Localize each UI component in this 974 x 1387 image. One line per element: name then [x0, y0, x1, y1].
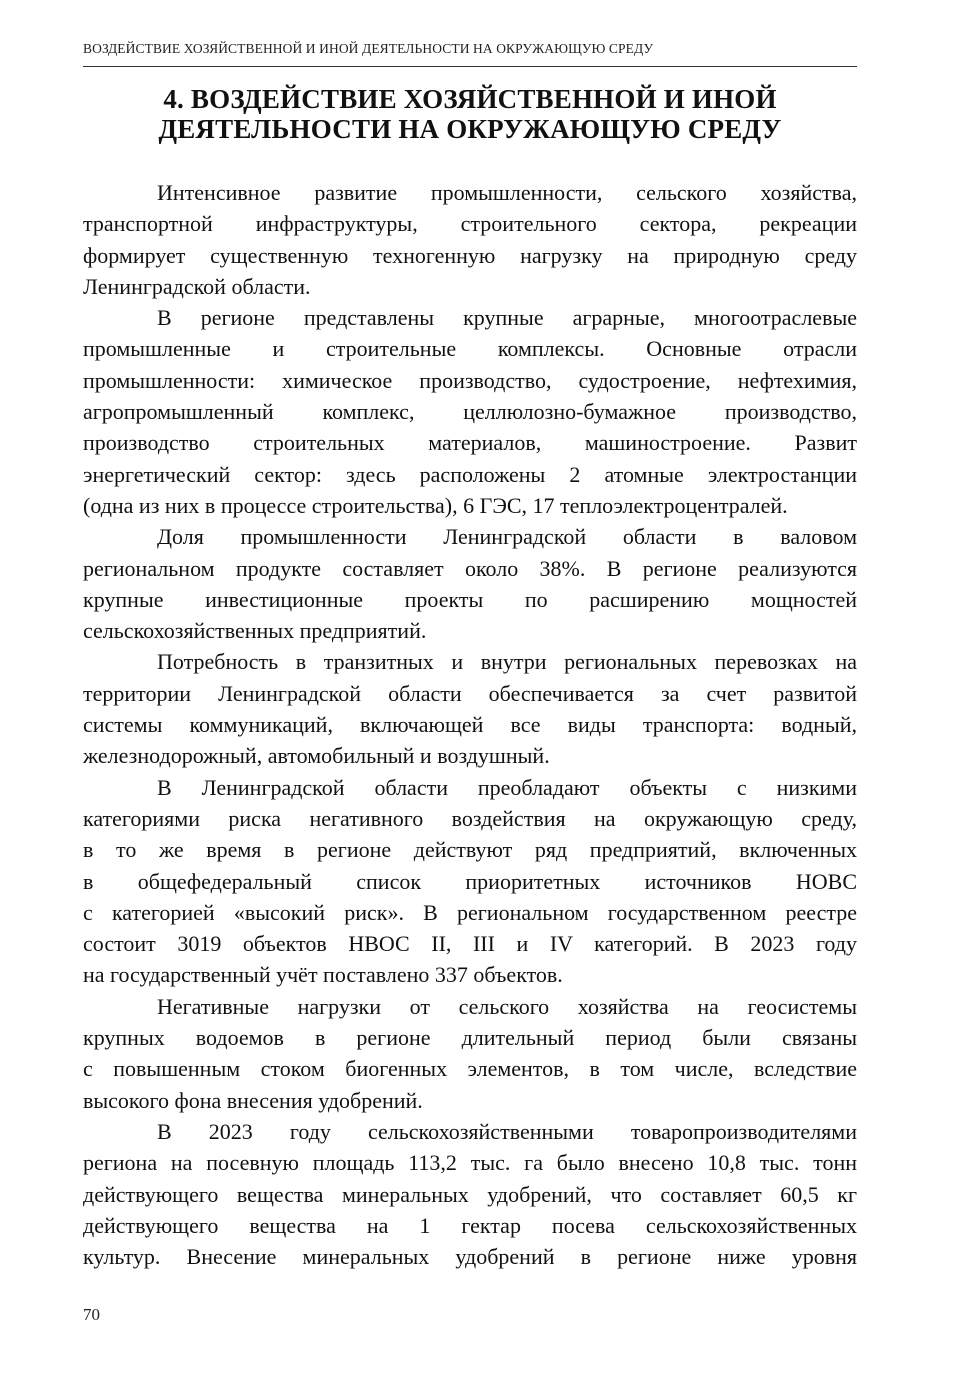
- text-line: в общефедеральный список приоритетных источников НОВС: [83, 868, 857, 894]
- text-line: системы коммуникаций, включающей все виды транспорта: водный,: [83, 712, 857, 738]
- chapter-title-line: ДЕЯТЕЛЬНОСТИ НА ОКРУЖАЮЩУЮ СРЕДУ: [158, 114, 782, 144]
- text-line: региональном продукте составляет около 38%. В регионе реализуются: [83, 555, 857, 581]
- text-line: крупные инвестиционные проекты по расширению мощностей: [83, 586, 857, 612]
- chapter-title: [83, 84, 857, 144]
- header-divider: [83, 66, 857, 67]
- text-line: крупных водоемов в регионе длительный период были связаны: [83, 1025, 857, 1051]
- paragraph-industry: [83, 302, 857, 521]
- text-line: Интенсивное развитие промышленности, сельского хозяйства,: [157, 180, 857, 205]
- text-line: железнодорожный, автомобильный и воздушный.: [83, 743, 550, 769]
- text-line: промышленные и строительные комплексы. Основные отрасли: [83, 336, 857, 362]
- paragraph-risk-categories: [83, 772, 857, 991]
- text-line: Доля промышленности Ленинградской области в валовом: [157, 524, 857, 550]
- text-line: В Ленинградской области преобладают объекты с низкими: [157, 774, 857, 800]
- text-line: на государственный учёт поставлено 337 объектов.: [83, 962, 563, 988]
- text-line: культур. Внесение минеральных удобрений в регионе ниже уровня: [83, 1244, 857, 1270]
- text-line: производство строительных материалов, машиностроение. Развит: [83, 430, 857, 456]
- text-line: формирует существенную техногенную нагрузку на природную среду: [83, 242, 857, 268]
- page-number: 70: [83, 1305, 100, 1324]
- text-line: энергетический сектор: здесь расположены 2 атомные электростанции: [83, 461, 857, 487]
- text-line: в то же время в регионе действуют ряд предприятий, включенных: [83, 837, 857, 863]
- chapter-title-line: 4. ВОЗДЕЙСТВИЕ ХОЗЯЙСТВЕННОЙ И ИНОЙ: [163, 84, 777, 114]
- paragraph-fertilizers: [83, 1116, 857, 1272]
- text-line: промышленности: химическое производство, судостроение, нефтехимия,: [83, 367, 857, 393]
- paragraph-agriculture-load: [83, 991, 857, 1116]
- text-line: с категорией «высокий риск». В региональном государственном реестре: [83, 899, 857, 925]
- text-line: высокого фона внесения удобрений.: [83, 1087, 423, 1113]
- text-line: В регионе представлены крупные аграрные, многоотраслевые: [157, 305, 857, 331]
- text-line: транспортной инфраструктуры, строительного сектора, рекреации: [83, 211, 857, 237]
- body-text: [83, 177, 857, 1272]
- text-line: состоит 3019 объектов НВОС II, III и IV категорий. В 2023 году: [83, 931, 857, 957]
- text-line: сельскохозяйственных предприятий.: [83, 618, 427, 644]
- text-line: территории Ленинградской области обеспечивается за счет развитой: [83, 680, 857, 706]
- text-line: действующего вещества на 1 гектар посева сельскохозяйственных: [83, 1212, 857, 1238]
- text-line: Ленинградской области.: [83, 273, 311, 299]
- text-line: В 2023 году сельскохозяйственными товаропроизводителями: [157, 1118, 857, 1144]
- paragraph-industry-share: [83, 521, 857, 646]
- text-line: (одна из них в процессе строительства), 6 ГЭС, 17 теплоэлектроцентралей.: [83, 492, 788, 518]
- paragraph-transport: [83, 646, 857, 771]
- text-line: с повышенным стоком биогенных элементов, в том числе, вследствие: [83, 1056, 857, 1082]
- text-line: категориями риска негативного воздействия на окружающую среду,: [83, 805, 857, 831]
- paragraph-intro: [83, 177, 857, 302]
- text-line: Негативные нагрузки от сельского хозяйства на геосистемы: [157, 993, 857, 1019]
- text-line: агропромышленный комплекс, целлюлозно-бумажное производство,: [83, 399, 857, 425]
- text-line: региона на посевную площадь 113,2 тыс. га было внесено 10,8 тыс. тонн: [83, 1150, 857, 1176]
- text-line: действующего вещества минеральных удобрений, что составляет 60,5 кг: [83, 1181, 857, 1207]
- text-line: Потребность в транзитных и внутри региональных перевозках на: [157, 649, 857, 675]
- running-header: ВОЗДЕЙСТВИЕ ХОЗЯЙСТВЕННОЙ И ИНОЙ ДЕЯТЕЛЬНОСТИ НА ОКРУЖАЮЩУЮ СРЕДУ: [83, 41, 654, 56]
